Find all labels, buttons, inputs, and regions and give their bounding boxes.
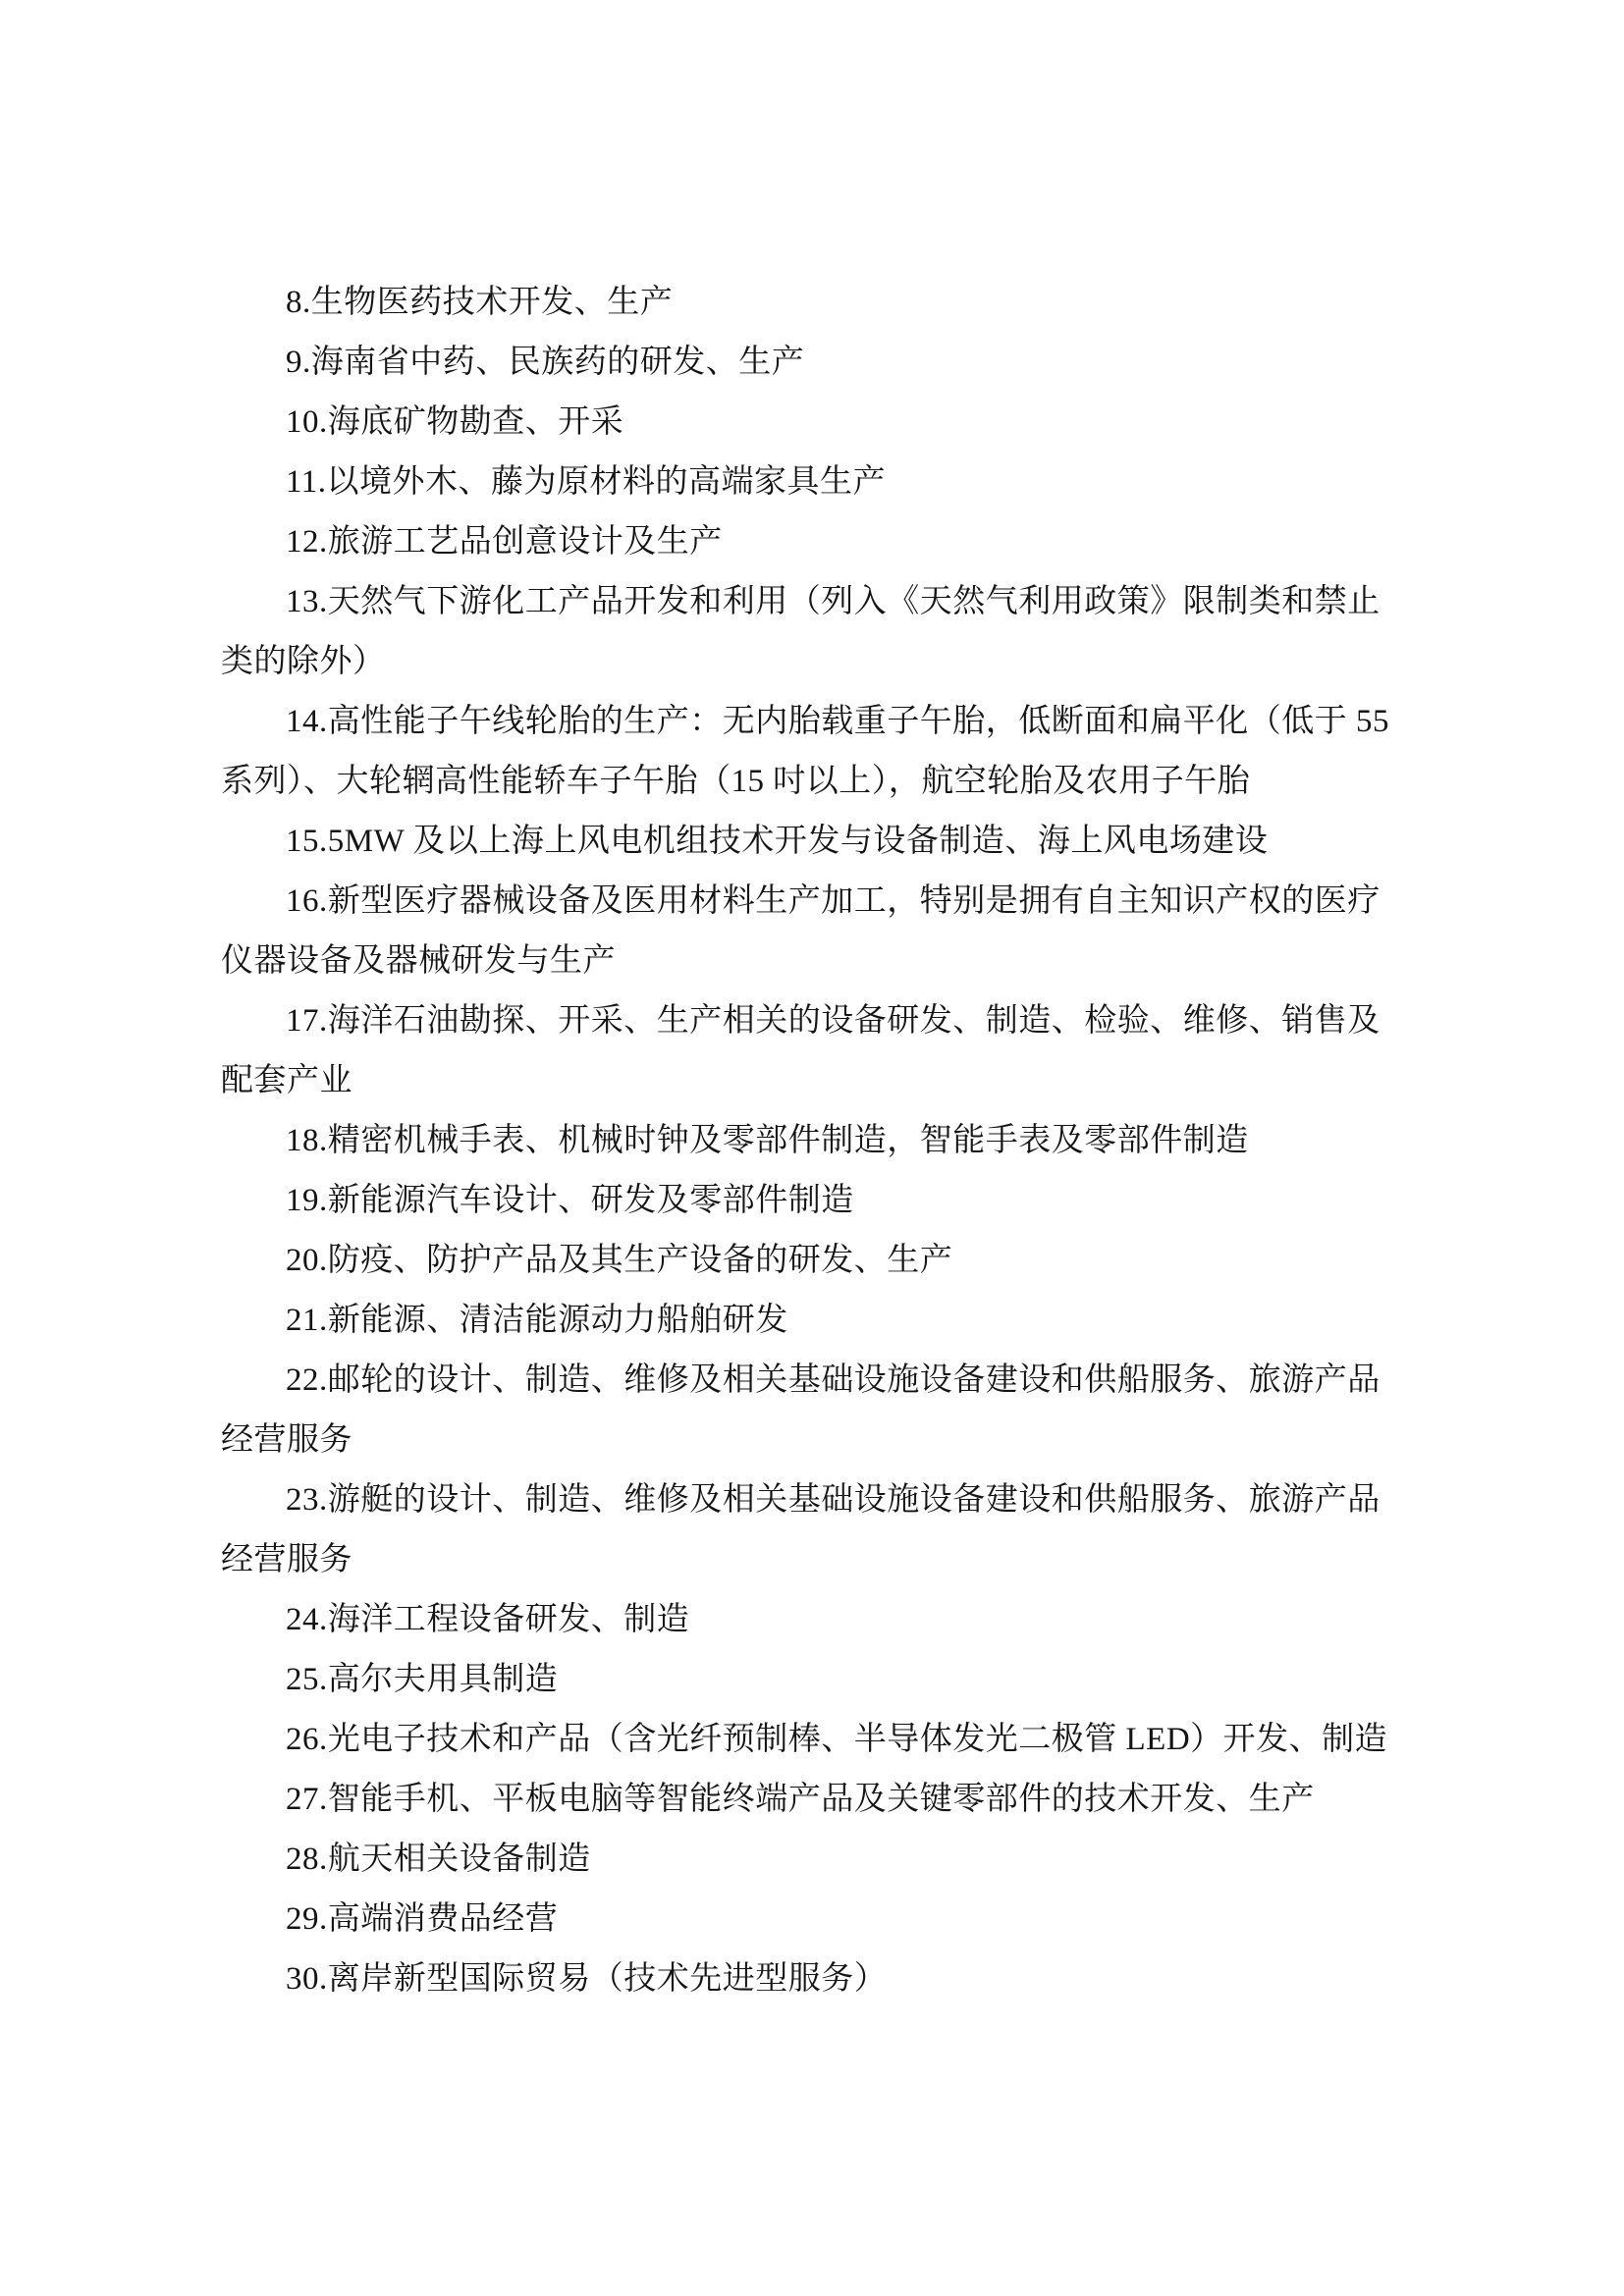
list-item-14: 14.高性能子午线轮胎的生产：无内胎载重子午胎，低断面和扁平化（低于 55 系列）、大轮辋高性能轿车子午胎（15 吋以上），航空轮胎及农用子午胎 xyxy=(221,704,1389,799)
list-item-19: 19.新能源汽车设计、研发及零部件制造 xyxy=(286,1183,854,1218)
list-item-13: 13.天然气下游化工产品开发和利用（列入《天然气利用政策》限制类和禁止类的除外） xyxy=(221,584,1380,679)
list-item-24: 24.海洋工程设备研发、制造 xyxy=(286,1602,690,1637)
list-item-9: 9.海南省中药、民族药的研发、生产 xyxy=(286,345,805,380)
list-item-23: 23.游艇的设计、制造、维修及相关基础设施设备建设和供船服务、旅游产品经营服务 xyxy=(221,1482,1380,1577)
list-item-11: 11.以境外木、藤为原材料的高端家具生产 xyxy=(286,464,887,500)
list-item-29: 29.高端消费品经营 xyxy=(286,1901,559,1937)
list-item-27: 27.智能手机、平板电脑等智能终端产品及关键零部件的技术开发、生产 xyxy=(286,1782,1315,1817)
list-item-21: 21.新能源、清洁能源动力船舶研发 xyxy=(286,1303,788,1338)
list-item-18: 18.精密机械手表、机械时钟及零部件制造，智能手表及零部件制造 xyxy=(286,1123,1249,1158)
list-item-15: 15.5MW 及以上海上风电机组技术开发与设备制造、海上风电场建设 xyxy=(286,824,1269,859)
numbered-list xyxy=(221,273,1406,2009)
list-item-17: 17.海洋石油勘探、开采、生产相关的设备研发、制造、检验、维修、销售及配套产业 xyxy=(221,1003,1380,1098)
list-item-25: 25.高尔夫用具制造 xyxy=(286,1662,559,1697)
list-item-8: 8.生物医药技术开发、生产 xyxy=(286,285,674,320)
list-item-12: 12.旅游工艺品创意设计及生产 xyxy=(286,524,723,560)
list-item-20: 20.防疫、防护产品及其生产设备的研发、生产 xyxy=(286,1243,953,1278)
list-item-10: 10.海底矿物勘查、开采 xyxy=(286,404,624,440)
list-item-30: 30.离岸新型国际贸易（技术先进型服务） xyxy=(286,1961,888,1997)
list-item-26: 26.光电子技术和产品（含光纤预制棒、半导体发光二极管 LED）开发、制造 xyxy=(286,1722,1388,1757)
list-item-22: 22.邮轮的设计、制造、维修及相关基础设施设备建设和供船服务、旅游产品经营服务 xyxy=(221,1362,1380,1458)
list-item-28: 28.航天相关设备制造 xyxy=(286,1842,591,1877)
list-item-16: 16.新型医疗器械设备及医用材料生产加工，特别是拥有自主知识产权的医疗仪器设备及器械研发与生产 xyxy=(221,883,1380,979)
